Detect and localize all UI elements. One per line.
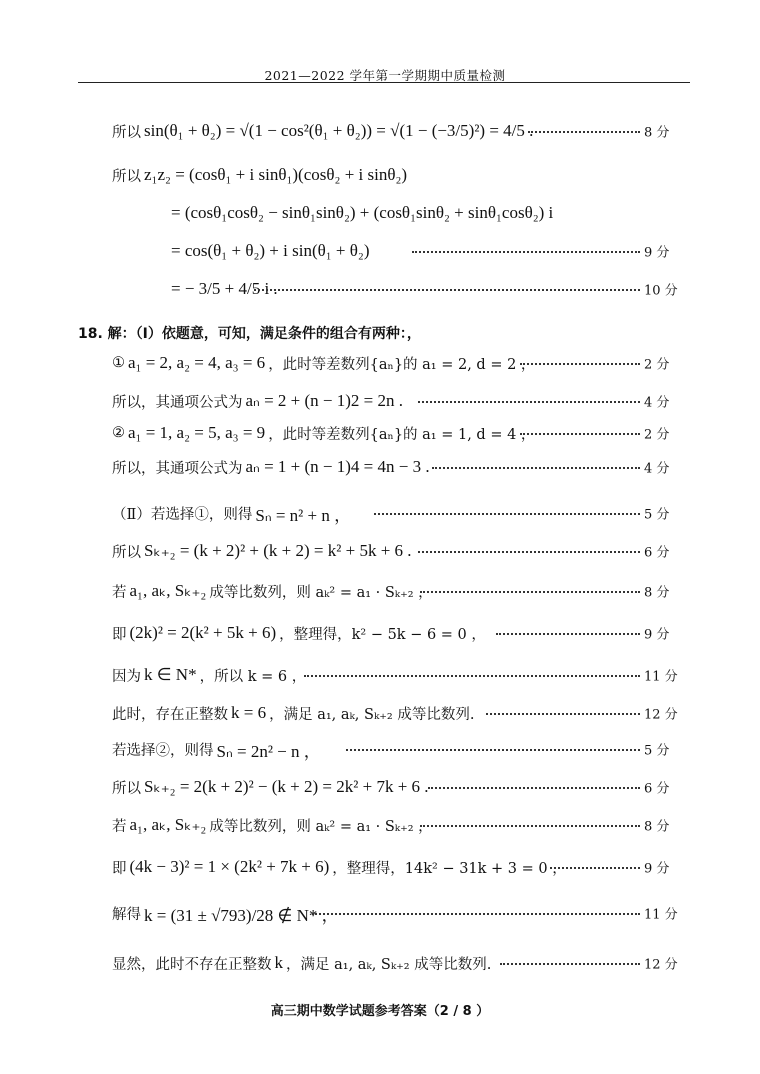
line-text: 所以 <box>112 780 141 797</box>
leader-dots <box>420 825 640 829</box>
score-label: 4 分 <box>644 395 670 411</box>
formula: = − 3/5 + 4/5 i . <box>171 279 278 298</box>
score-label: 6 分 <box>644 781 670 797</box>
leader-dots <box>346 749 640 753</box>
solution-line <box>112 900 700 926</box>
score-label: 10 分 <box>644 283 678 299</box>
leader-dots <box>304 675 640 679</box>
line-text: 所以 <box>112 124 141 141</box>
line-text: 即 <box>112 860 127 877</box>
formula: Sₙ = n² + n ， <box>255 505 352 525</box>
leader-dots <box>412 251 640 255</box>
formula: = (cosθ₁cosθ₂ − sinθ₁sinθ₂) + (cosθ₁sinθ₂ + sinθ₁cosθ₂) i <box>171 203 554 222</box>
leader-dots <box>520 433 640 437</box>
formula: (4k − 3)² = 1 × (2k² + 7k + 6) <box>129 857 330 876</box>
solution-line <box>112 420 700 446</box>
line-text-suffix: ，整理得，14k² − 31k + 3 = 0 ， <box>332 860 567 877</box>
score-label: 8 分 <box>644 125 670 141</box>
leader-dots <box>254 289 640 293</box>
formula: = cos(θ₁ + θ₂) + i sin(θ₁ + θ₂) <box>171 241 370 260</box>
leader-dots <box>496 633 640 637</box>
line-text: （Ⅱ）若选择①，则得 <box>112 506 253 523</box>
score-label: 9 分 <box>644 627 670 643</box>
solution-line <box>78 320 700 346</box>
line-text: ① <box>112 355 125 371</box>
line-text: 因为 <box>112 668 141 685</box>
solution-line <box>112 700 700 726</box>
line-text-suffix: ，满足 a₁, aₖ, Sₖ₊₂ 成等比数列. <box>286 956 492 973</box>
solution-line <box>112 500 700 526</box>
score-label: 6 分 <box>644 545 670 561</box>
line-text: 此时，存在正整数 <box>112 706 228 723</box>
formula: k ∈ N* <box>144 665 197 684</box>
score-label: 2 分 <box>644 357 670 373</box>
score-label: 8 分 <box>644 819 670 835</box>
formula: (2k)² = 2(k² + 5k + 6) <box>129 623 277 642</box>
formula: k = (31 ± √793)/28 ∉ N* ， <box>144 905 339 925</box>
leader-dots <box>374 513 640 517</box>
score-label: 11 分 <box>644 669 678 685</box>
leader-dots <box>312 913 640 917</box>
formula: a₁, aₖ, Sₖ₊₂ <box>129 815 207 834</box>
leader-dots <box>520 363 640 367</box>
formula: Sₖ₊₂ = 2(k + 2)² − (k + 2) = 2k² + 7k + 6 . <box>144 777 429 796</box>
leader-dots <box>550 867 640 871</box>
line-text: 若 <box>112 584 127 601</box>
score-label: 11 分 <box>644 907 678 923</box>
line-text: 即 <box>112 626 127 643</box>
leader-dots <box>420 591 640 595</box>
score-label: 5 分 <box>644 507 670 523</box>
solution-line <box>112 118 700 144</box>
solution-line <box>112 950 700 976</box>
line-text-suffix: ，整理得，k² − 5k − 6 = 0 ， <box>279 626 486 643</box>
page-footer: 高三期中数学试题参考答案（2 / 8 ） <box>270 1004 490 1019</box>
solution-line <box>112 736 700 762</box>
formula: z₁z₂ = (cosθ₁ + i sinθ₁)(cosθ₂ + i sinθ₂) <box>144 165 408 184</box>
solution-line <box>112 620 700 646</box>
formula: k <box>274 953 283 972</box>
line-text: ② <box>112 425 125 441</box>
solution-line <box>112 350 700 376</box>
page-header: 2021—2022 学年第一学期期中质量检测 <box>264 68 506 83</box>
formula: Sₙ = 2n² − n ， <box>216 741 321 761</box>
line-text-suffix: ，此时等差数列{aₙ}的 a₁ = 2, d = 2 ， <box>268 356 536 373</box>
leader-dots <box>418 401 640 405</box>
score-label: 9 分 <box>644 245 670 261</box>
score-label: 2 分 <box>644 427 670 443</box>
line-text-suffix: 成等比数列，则 aₖ² = a₁ · Sₖ₊₂ ， <box>209 818 433 835</box>
solution-line <box>112 774 700 800</box>
line-text: 所以 <box>112 544 141 561</box>
solution-line <box>112 388 700 414</box>
leader-dots <box>418 551 640 555</box>
formula: aₙ = 1 + (n − 1)4 = 4n − 3 . <box>245 457 430 476</box>
line-text: 所以 <box>112 168 141 185</box>
score-label: 12 分 <box>644 707 678 723</box>
line-text: 所以，其通项公式为 <box>112 460 243 477</box>
solution-line <box>168 276 700 302</box>
formula: sin(θ₁ + θ₂) = √(1 − cos²(θ₁ + θ₂)) = √(1 − (−3/5)²) = 4/5 . <box>144 121 534 140</box>
leader-dots <box>528 131 640 135</box>
leader-dots <box>500 963 640 967</box>
formula: aₙ = 2 + (n − 1)2 = 2n . <box>245 391 403 410</box>
leader-dots <box>432 467 640 471</box>
score-label: 4 分 <box>644 461 670 477</box>
score-label: 9 分 <box>644 861 670 877</box>
line-text-suffix: ，所以 k = 6 ， <box>199 668 307 685</box>
solution-line <box>112 538 700 564</box>
leader-dots <box>486 713 640 717</box>
score-label: 8 分 <box>644 585 670 601</box>
solution-line <box>168 200 700 226</box>
line-text: 18. 解：（Ⅰ）依题意，可知，满足条件的组合有两种：， <box>78 326 421 342</box>
solution-line <box>112 454 700 480</box>
solution-line <box>112 162 700 188</box>
solution-line <box>168 238 700 264</box>
leader-dots <box>428 787 640 791</box>
line-text: 解得 <box>112 906 141 923</box>
solution-line <box>112 578 700 604</box>
solution-line <box>112 662 700 688</box>
formula: a₁ = 2, a₂ = 4, a₃ = 6 <box>128 353 266 372</box>
line-text-suffix: ，此时等差数列{aₙ}的 a₁ = 1, d = 4 ， <box>268 426 536 443</box>
line-text: 若选择②，则得 <box>112 742 214 759</box>
solution-line <box>112 812 700 838</box>
line-text: 所以，其通项公式为 <box>112 394 243 411</box>
line-text: 显然，此时不存在正整数 <box>112 956 272 973</box>
formula: a₁, aₖ, Sₖ₊₂ <box>129 581 207 600</box>
line-text: 若 <box>112 818 127 835</box>
line-text-suffix: ，满足 a₁, aₖ, Sₖ₊₂ 成等比数列. <box>269 706 475 723</box>
solution-line <box>112 854 700 880</box>
formula: a₁ = 1, a₂ = 5, a₃ = 9 <box>128 423 266 442</box>
formula: k = 6 <box>231 703 267 722</box>
line-text-suffix: 成等比数列，则 aₖ² = a₁ · Sₖ₊₂ ， <box>209 584 433 601</box>
formula: Sₖ₊₂ = (k + 2)² + (k + 2) = k² + 5k + 6 . <box>144 541 412 560</box>
header-divider <box>78 82 690 83</box>
score-label: 12 分 <box>644 957 678 973</box>
score-label: 5 分 <box>644 743 670 759</box>
